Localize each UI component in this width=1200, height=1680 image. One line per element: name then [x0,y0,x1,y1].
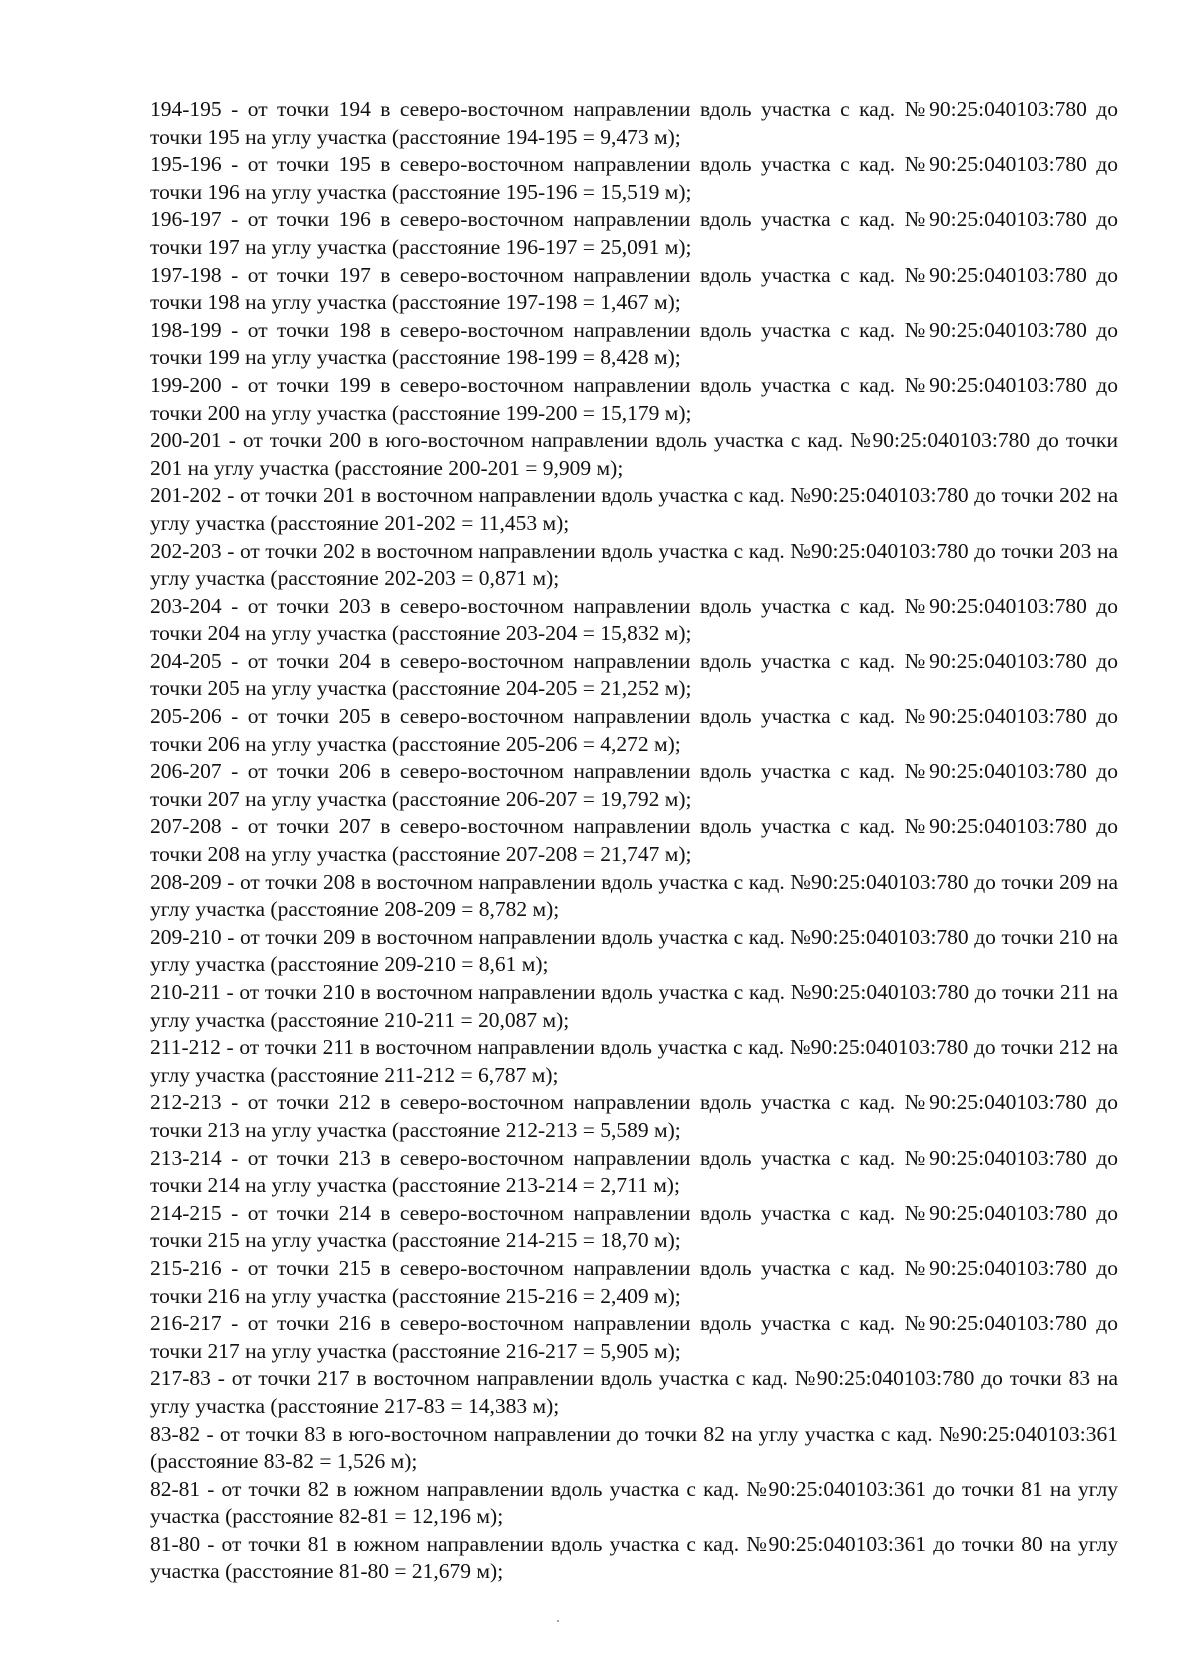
boundary-segment: 204-205 - от точки 204 в северо-восточном направлении вдоль участка с кад. №90:25:040103:780 до точки 205 на углу участка (расстояние 204-205 = 21,252 м); [150,648,1118,701]
boundary-segment: 199-200 - от точки 199 в северо-восточном направлении вдоль участка с кад. №90:25:040103:780 до точки 200 на углу участка (расстояние 199-200 = 15,179 м); [150,372,1118,425]
scan-speck [557,1620,559,1622]
boundary-segment: 211-212 - от точки 211 в восточном направлении вдоль участка с кад. №90:25:040103:780 до точки 212 на углу участка (расстояние 211-212 = 6,787 м); [150,1035,1118,1087]
boundary-segment: 81-80 - от точки 81 в южном направлении вдоль участка с кад. №90:25:040103:361 до точки 80 на углу участка (расстояние 81-80 = 21,679 м); [150,1531,1118,1584]
boundary-segment: 215-216 - от точки 215 в северо-восточном направлении вдоль участка с кад. №90:25:040103:780 до точки 216 на углу участка (расстояние 215-216 = 2,409 м); [150,1255,1118,1308]
boundary-segment: 203-204 - от точки 203 в северо-восточном направлении вдоль участка с кад. №90:25:040103:780 до точки 204 на углу участка (расстояние 203-204 = 15,832 м); [150,593,1118,646]
boundary-segment: 201-202 - от точки 201 в восточном направлении вдоль участка с кад. №90:25:040103:780 до точки 202 на углу участка (расстояние 201-202 = 11,453 м); [150,483,1118,535]
boundary-segment: 213-214 - от точки 213 в северо-восточном направлении вдоль участка с кад. №90:25:040103:780 до точки 214 на углу участка (расстояние 213-214 = 2,711 м); [150,1145,1118,1198]
boundary-segment: 214-215 - от точки 214 в северо-восточном направлении вдоль участка с кад. №90:25:040103:780 до точки 215 на углу участка (расстояние 214-215 = 18,70 м); [150,1200,1118,1253]
boundary-segment: 202-203 - от точки 202 в восточном направлении вдоль участка с кад. №90:25:040103:780 до точки 203 на углу участка (расстояние 202-203 = 0,871 м); [150,538,1118,591]
boundary-segment: 217-83 - от точки 217 в восточном направлении вдоль участка с кад. №90:25:040103:780 до точки 83 на углу участка (расстояние 217-83 = 14,383 м); [150,1366,1118,1418]
boundary-segment: 207-208 - от точки 207 в северо-восточном направлении вдоль участка с кад. №90:25:040103:780 до точки 208 на углу участка (расстояние 207-208 = 21,747 м); [150,814,1118,867]
boundary-segment: 195-196 - от точки 195 в северо-восточном направлении вдоль участка с кад. №90:25:040103:780 до точки 196 на углу участка (расстояние 195-196 = 15,519 м); [150,152,1118,204]
boundary-segment: 216-217 - от точки 216 в северо-восточном направлении вдоль участка с кад. №90:25:040103:780 до точки 217 на углу участка (расстояние 216-217 = 5,905 м); [150,1311,1118,1363]
boundary-segment: 209-210 - от точки 209 в восточном направлении вдоль участка с кад. №90:25:040103:780 до точки 210 на углу участка (расстояние 209-210 = 8,61 м); [150,924,1118,977]
boundary-segment: 197-198 - от точки 197 в северо-восточном направлении вдоль участка с кад. №90:25:040103:780 до точки 198 на углу участка (расстояние 197-198 = 1,467 м); [150,262,1118,315]
boundary-segment: 200-201 - от точки 200 в юго-восточном направлении вдоль участка с кад. №90:25:040103:780 до точки 201 на углу участка (расстояние 200-201 = 9,909 м); [150,428,1118,480]
boundary-segment: 194-195 - от точки 194 в северо-восточном направлении вдоль участка с кад. №90:25:040103:780 до точки 195 на углу участка (расстояние 194-195 = 9,473 м); [150,97,1118,149]
boundary-description [150,96,1118,1586]
boundary-segment: 212-213 - от точки 212 в северо-восточном направлении вдоль участка с кад. №90:25:040103:780 до точки 213 на углу участка (расстояние 212-213 = 5,589 м); [150,1090,1118,1142]
boundary-segment: 210-211 - от точки 210 в восточном направлении вдоль участка с кад. №90:25:040103:780 до точки 211 на углу участка (расстояние 210-211 = 20,087 м); [150,980,1118,1032]
boundary-segment: 205-206 - от точки 205 в северо-восточном направлении вдоль участка с кад. №90:25:040103:780 до точки 206 на углу участка (расстояние 205-206 = 4,272 м); [150,704,1118,756]
boundary-segment: 83-82 - от точки 83 в юго-восточном направлении до точки 82 на углу участка с кад. №90:25:040103:361 (расстояние 83-82 = 1,526 м); [150,1421,1118,1474]
boundary-segment: 196-197 - от точки 196 в северо-восточном направлении вдоль участка с кад. №90:25:040103:780 до точки 197 на углу участка (расстояние 196-197 = 25,091 м); [150,207,1118,259]
boundary-segment: 208-209 - от точки 208 в восточном направлении вдоль участка с кад. №90:25:040103:780 до точки 209 на углу участка (расстояние 208-209 = 8,782 м); [150,869,1118,922]
boundary-segment: 82-81 - от точки 82 в южном направлении вдоль участка с кад. №90:25:040103:361 до точки 81 на углу участка (расстояние 82-81 = 12,196 м); [150,1476,1118,1529]
boundary-segment: 206-207 - от точки 206 в северо-восточном направлении вдоль участка с кад. №90:25:040103:780 до точки 207 на углу участка (расстояние 206-207 = 19,792 м); [150,759,1118,811]
boundary-segment: 198-199 - от точки 198 в северо-восточном направлении вдоль участка с кад. №90:25:040103:780 до точки 199 на углу участка (расстояние 198-199 = 8,428 м); [150,317,1118,370]
